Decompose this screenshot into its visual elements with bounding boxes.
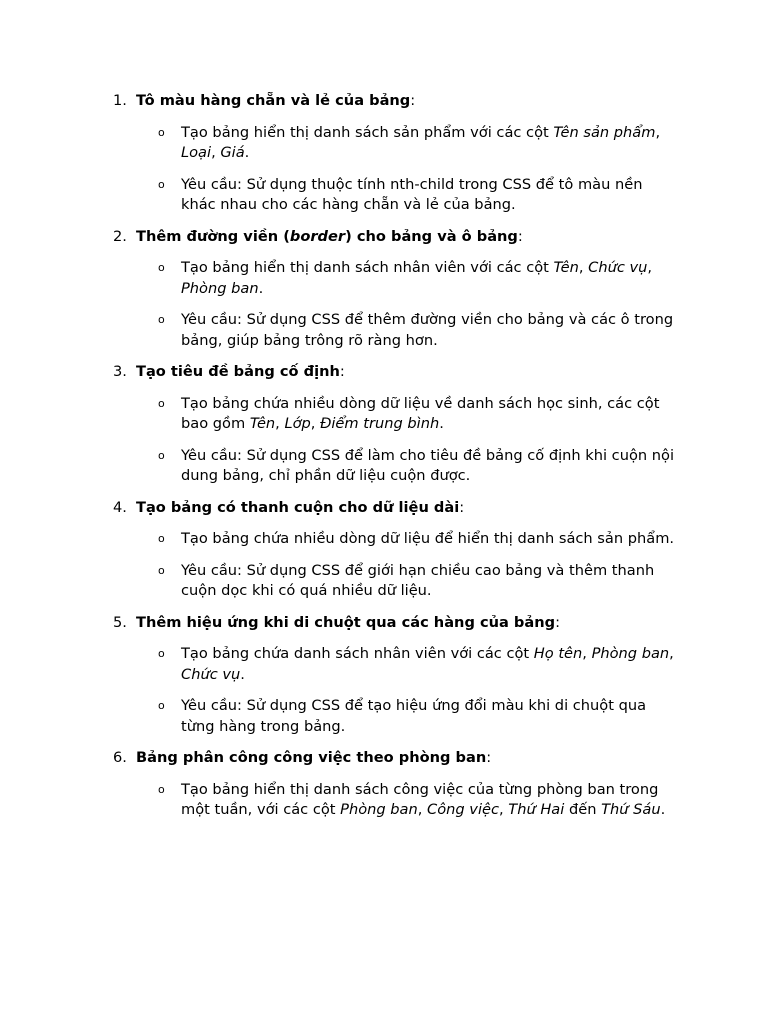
text-run: Thứ Hai [508, 801, 565, 818]
text-run: Tạo bảng hiển thị danh sách nhân viên với các cột [181, 259, 554, 276]
text-run: , [211, 144, 221, 161]
sub-item [0, 696, 768, 737]
sub-list [136, 258, 688, 351]
text-run: Tạo bảng chứa danh sách nhân viên với các cột [181, 645, 534, 662]
text-run: Công việc [427, 801, 499, 818]
sub-item [0, 258, 768, 299]
text-run: Giá [220, 144, 245, 161]
text-run: , [275, 415, 285, 432]
sub-list [136, 780, 688, 821]
item-number: 3. [113, 363, 127, 380]
item-number: 6. [113, 749, 127, 766]
sub-list [136, 529, 688, 602]
text-run: Yêu cầu: Sử dụng CSS để thêm đường viền cho bảng và các ô trong bảng, giúp bảng trông rõ ràng hơn. [181, 311, 674, 349]
text-run: : [486, 749, 492, 766]
text-run: Yêu cầu: Sử dụng CSS để tạo hiệu ứng đổi màu khi di chuột qua từng hàng trong bảng. [181, 697, 647, 735]
item-title [136, 613, 688, 634]
item-number: 5. [113, 613, 127, 631]
text-run: Tên sản phẩm [553, 123, 656, 141]
text-run: . [660, 801, 666, 818]
text-run: Thêm hiệu ứng khi di chuột qua các hàng của bảng [136, 613, 556, 631]
text-run: Tạo bảng hiển thị danh sách công việc của từng phòng ban trong một tuần, với các cột [181, 780, 659, 818]
circle-bullet-icon: o [158, 313, 165, 326]
text-run: . [244, 144, 250, 161]
text-run: : [339, 363, 345, 380]
item-number: 2. [113, 227, 127, 245]
text-run: Tạo bảng chứa nhiều dòng dữ liệu về danh sách học sinh, các cột bao gồm [181, 394, 660, 432]
sub-list [136, 644, 688, 737]
sub-item [0, 394, 768, 435]
text-run: , [655, 123, 661, 141]
circle-bullet-icon: o [158, 448, 165, 462]
exercise-item [0, 748, 768, 821]
circle-bullet-icon: o [158, 782, 165, 796]
text-run: Phòng ban [340, 801, 418, 818]
circle-bullet-icon: o [158, 261, 165, 274]
exercise-item [0, 613, 768, 738]
text-run: Điểm trung bình [320, 415, 440, 432]
item-title [136, 748, 688, 769]
circle-bullet-icon: o [158, 177, 165, 191]
text-run-wrapper [290, 228, 345, 245]
text-run: Tên [553, 259, 579, 276]
text-run: Chức vụ [588, 259, 648, 276]
text-run: , [582, 645, 592, 662]
sub-list [136, 123, 688, 216]
text-run: Lớp [284, 415, 311, 432]
text-run: Thứ Sáu [601, 801, 661, 818]
sub-item [0, 175, 768, 216]
text-run: Họ tên [533, 645, 583, 662]
text-run: Yêu cầu: Sử dụng thuộc tính nth-child trong CSS để tô màu nền khác nhau cho các hàng chẵn và lẻ của bảng. [181, 175, 643, 213]
text-run: : [517, 227, 523, 245]
text-run: Yêu cầu: Sử dụng CSS để làm cho tiêu đề bảng cố định khi cuộn nội dung bảng, chỉ phần dữ liệu cuộn được. [181, 446, 675, 484]
text-run: Thêm đường viền ( [136, 227, 290, 245]
exercise-item [0, 227, 768, 352]
item-title [136, 91, 688, 112]
exercise-item [0, 498, 768, 602]
item-title [136, 362, 688, 383]
text-run: Tô màu hàng chẵn và lẻ của bảng [136, 92, 411, 109]
exercise-list [0, 91, 768, 821]
circle-bullet-icon: o [158, 532, 165, 545]
text-run: Tên [249, 415, 276, 432]
text-run: , [499, 801, 509, 818]
item-title [136, 498, 688, 519]
sub-list [136, 394, 688, 487]
text-run: : [555, 613, 560, 631]
text-run: . [439, 415, 444, 432]
circle-bullet-icon: o [158, 125, 165, 139]
text-run: . [240, 665, 245, 683]
text-run: Tạo bảng hiển thị danh sách sản phẩm với các cột [181, 123, 554, 141]
sub-item [0, 561, 768, 602]
sub-item [0, 446, 768, 487]
text-run: Loại [181, 144, 212, 161]
text-run: , [647, 259, 653, 276]
sub-item [0, 644, 768, 685]
circle-bullet-icon: o [158, 563, 165, 577]
text-run: , [578, 259, 589, 276]
text-run: Phòng ban [591, 645, 670, 662]
text-run: Tạo bảng có thanh cuộn cho dữ liệu dài [136, 498, 460, 516]
text-run: , [417, 801, 428, 818]
text-run: ) cho bảng và ô bảng [345, 227, 518, 245]
item-number: 4. [113, 498, 127, 516]
text-run: Phòng ban [181, 279, 259, 297]
text-run: , [669, 645, 674, 662]
text-run: : [459, 498, 465, 516]
text-run: Chức vụ [181, 665, 241, 683]
text-run: đến [564, 801, 602, 818]
sub-item [0, 123, 768, 164]
sub-item [0, 310, 768, 351]
text-run: Yêu cầu: Sử dụng CSS để giới hạn chiều cao bảng và thêm thanh cuộn dọc khi có quá nhiều dữ liệu. [181, 561, 655, 599]
circle-bullet-icon: o [158, 699, 165, 712]
text-run: Tạo tiêu đề bảng cố định [136, 363, 340, 380]
text-run: : [410, 92, 416, 109]
document-page [0, 91, 768, 821]
sub-item [0, 529, 768, 550]
circle-bullet-icon: o [158, 396, 165, 410]
text-run: Tạo bảng chứa nhiều dòng dữ liệu để hiển thị danh sách sản phẩm. [181, 530, 675, 547]
text-run: Bảng phân công công việc theo phòng ban [136, 749, 487, 766]
text-run: , [310, 415, 321, 432]
exercise-item [0, 91, 768, 216]
text-run: border [289, 227, 346, 245]
sub-item [0, 780, 768, 821]
item-number: 1. [113, 92, 127, 109]
exercise-item [0, 362, 768, 487]
circle-bullet-icon: o [158, 647, 165, 660]
item-title [136, 227, 688, 248]
text-run: . [258, 279, 264, 297]
